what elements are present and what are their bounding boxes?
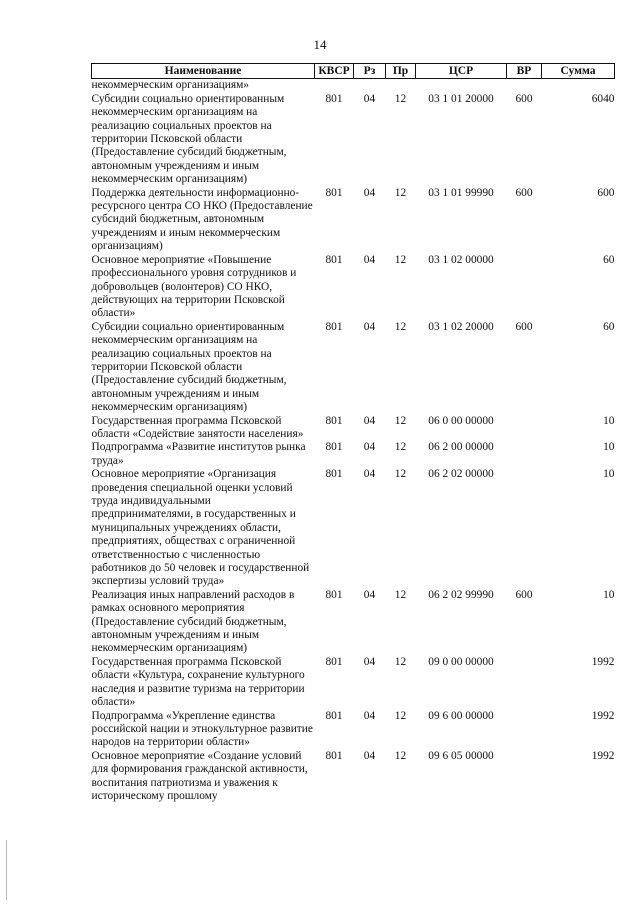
row-rz: 04 <box>363 253 376 266</box>
table-row <box>92 710 615 750</box>
header-name: Наименование <box>92 64 315 79</box>
table-row <box>92 468 615 589</box>
row-rz: 04 <box>363 655 376 668</box>
header-rz: Рз <box>354 64 386 79</box>
header-csr: ЦСР <box>416 64 507 79</box>
row-rz: 04 <box>363 186 376 199</box>
row-sum <box>542 79 615 93</box>
row-vr <box>507 441 542 468</box>
row-name: некоммерческим организациям» <box>91 79 249 92</box>
row-sum: 6040 <box>591 92 615 105</box>
table-row <box>92 321 615 415</box>
row-vr <box>507 468 542 589</box>
page-number: 14 <box>313 37 327 52</box>
header-pr: Пр <box>386 64 416 79</box>
row-pr: 12 <box>394 655 407 668</box>
header-vr: ВР <box>507 64 542 79</box>
row-vr: 600 <box>515 92 533 105</box>
row-pr: 12 <box>394 414 407 427</box>
row-csr: 03 1 02 00000 <box>428 253 494 266</box>
row-name: Субсидии социально ориентированным некоммерческим организациям на реализацию социальных проектов на территории Псковской области (Предоставление субсидий бюджетным, автономным учреждениям и иным некоммерческим организациям) <box>91 92 287 186</box>
row-sum: 10 <box>603 588 615 601</box>
row-kvsr: 801 <box>325 92 343 105</box>
row-rz: 04 <box>363 709 376 722</box>
row-csr: 09 6 00 00000 <box>428 709 494 722</box>
row-csr: 03 1 01 20000 <box>428 92 494 105</box>
row-kvsr: 801 <box>325 320 343 333</box>
row-sum: 60 <box>603 253 615 266</box>
row-pr: 12 <box>394 186 407 199</box>
row-pr: 12 <box>394 588 407 601</box>
row-csr: 06 2 02 99990 <box>428 588 494 601</box>
row-sum: 600 <box>597 186 615 199</box>
row-csr: 03 1 01 99990 <box>428 186 494 199</box>
row-name: Основное мероприятие «Создание условий для формирования гражданской активности, воспитания патриотизма и уважения к историческому прошлому <box>91 749 308 802</box>
row-vr <box>507 710 542 750</box>
row-csr: 09 0 00 00000 <box>428 655 494 668</box>
row-rz: 04 <box>363 414 376 427</box>
budget-table <box>91 63 615 803</box>
row-pr <box>386 79 416 93</box>
table-row <box>92 254 615 321</box>
row-name: Реализация иных направлений расходов в рамках основного мероприятия (Предоставление субсидий бюджетным, автономным учреждениям и иным некоммерческим организациям) <box>91 588 295 655</box>
row-sum: 60 <box>603 320 615 333</box>
row-name: Субсидии социально ориентированным некоммерческим организациям на реализацию социальных проектов на территории Псковской области (Предоставление субсидий бюджетным, автономным учреждениям и иным некоммерческим организациям) <box>91 320 287 414</box>
row-csr: 06 0 00 00000 <box>428 414 494 427</box>
row-sum: 10 <box>603 468 615 481</box>
row-name: Поддержка деятельности информационно-ресурсного центра СО НКО (Предоставление субсидий бюджетным, автономным учреждениям и иным некоммерческим организациям) <box>91 186 313 253</box>
row-kvsr: 801 <box>325 709 343 722</box>
row-rz: 04 <box>363 92 376 105</box>
scan-edge-mark <box>6 840 7 900</box>
row-kvsr <box>315 79 354 93</box>
row-rz: 04 <box>363 749 376 762</box>
header-sum: Сумма <box>542 64 615 79</box>
table-row <box>92 79 615 93</box>
row-csr: 06 2 02 00000 <box>428 468 494 481</box>
row-name: Основное мероприятие «Повышение профессионального уровня сотрудников и добровольцев (волонтеров) СО НКО, действующих на территории Псковской области» <box>91 253 297 320</box>
row-pr: 12 <box>394 441 407 454</box>
row-vr <box>507 79 542 93</box>
table-row <box>92 750 615 804</box>
row-kvsr: 801 <box>325 655 343 668</box>
table-row <box>92 187 615 254</box>
row-name: Государственная программа Псковской области «Культура, сохранение культурного наследия и развитие туризма на территории области» <box>91 655 305 709</box>
table-row <box>92 656 615 710</box>
row-vr <box>507 415 542 442</box>
row-vr <box>507 254 542 321</box>
row-name: Подпрограмма «Укрепление единства российской нации и этнокультурное развитие народов на территории области» <box>91 709 313 749</box>
row-rz: 04 <box>363 468 376 481</box>
row-pr: 12 <box>394 468 407 481</box>
row-csr <box>416 79 507 93</box>
header-kvsr: КВСР <box>315 64 354 79</box>
row-rz: 04 <box>363 441 376 454</box>
row-csr: 06 2 00 00000 <box>428 441 494 454</box>
row-name: Основное мероприятие «Организация проведения специальной оценки условий труда индивидуальными предпринимателями, в государственных и муниципальных учреждениях области, предприятиях, обществах с ограниченной ответственностью с численностью работников до 50 человек и государственной экспертизы условий труда» <box>91 468 310 588</box>
table-row <box>92 415 615 442</box>
row-vr: 600 <box>515 320 533 333</box>
row-vr: 600 <box>515 186 533 199</box>
row-kvsr: 801 <box>325 186 343 199</box>
row-vr: 600 <box>515 588 533 601</box>
row-pr: 12 <box>394 320 407 333</box>
row-name: Государственная программа Псковской области «Содействие занятости населения» <box>91 414 304 440</box>
row-pr: 12 <box>394 709 407 722</box>
table-row <box>92 93 615 187</box>
row-vr <box>507 656 542 710</box>
table-row <box>92 441 615 468</box>
row-kvsr: 801 <box>325 588 343 601</box>
row-kvsr: 801 <box>325 414 343 427</box>
row-rz: 04 <box>363 320 376 333</box>
row-sum: 1992 <box>591 709 615 722</box>
row-sum: 1992 <box>591 655 615 668</box>
row-csr: 03 1 02 20000 <box>428 320 494 333</box>
row-sum: 10 <box>603 414 615 427</box>
row-kvsr: 801 <box>325 749 343 762</box>
row-pr: 12 <box>394 92 407 105</box>
row-rz: 04 <box>363 588 376 601</box>
row-pr: 12 <box>394 749 407 762</box>
row-sum: 10 <box>603 441 615 454</box>
table-row <box>92 589 615 656</box>
row-name: Подпрограмма «Развитие институтов рынка труда» <box>91 441 306 467</box>
row-kvsr: 801 <box>325 468 343 481</box>
row-csr: 09 6 05 00000 <box>428 749 494 762</box>
row-vr <box>507 750 542 804</box>
row-pr: 12 <box>394 253 407 266</box>
table-header-row <box>92 64 615 79</box>
row-sum: 1992 <box>591 749 615 762</box>
row-kvsr: 801 <box>325 441 343 454</box>
row-rz <box>354 79 386 93</box>
row-kvsr: 801 <box>325 253 343 266</box>
